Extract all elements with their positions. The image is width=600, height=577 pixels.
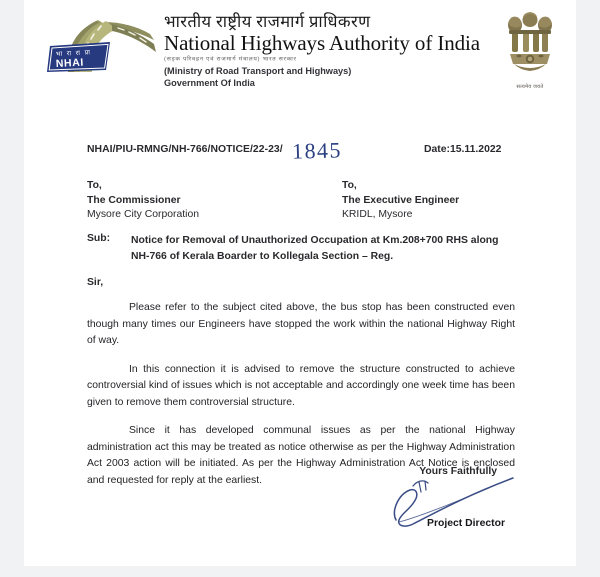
addressee-right-organisation: KRIDL, Mysore [342, 209, 413, 220]
nhai-logo [46, 16, 158, 78]
addressee-right-designation: The Executive Engineer [342, 194, 460, 206]
letterhead [24, 0, 576, 110]
svg-text:NHAI: NHAI [55, 56, 85, 70]
addressee-right [342, 179, 459, 223]
salutation: Sir, [87, 277, 104, 288]
reference-number: NHAI/PIU-RMNG/NH-766/NOTICE/22-23/ [87, 144, 283, 155]
subject-text: Notice for Removal of Unauthorized Occupation at Km.208+700 RHS along NH-766 of Kerala Boarder to Kollegala Section – Reg. [131, 235, 499, 262]
letterhead-titles [164, 12, 494, 89]
signature-block [87, 466, 515, 536]
addressee-right-to: To, [342, 180, 357, 191]
title-english: National Highways Authority of India [164, 31, 481, 55]
svg-text:भा रा रा प्रा: भा रा रा प्रा [55, 49, 92, 58]
letter-body [87, 137, 515, 499]
emblem-motto: सत्यमेव जयते [516, 84, 544, 90]
addressee-left [87, 179, 199, 223]
handwritten-reference-number: 1845 [291, 137, 343, 164]
letter-date: Date:15.11.2022 [424, 144, 502, 155]
subject-label: Sub: [87, 233, 111, 244]
signature-designation: Project Director [427, 518, 505, 529]
nhai-signboard [47, 42, 110, 72]
government-line: Government Of India [164, 78, 255, 88]
body-paragraph-1: Please refer to the subject cited above, the bus stop has been constructed even though many times our Engineers have stopped the work within the national Highway Right of way. [87, 302, 515, 346]
body-paragraph-3: Since it has developed communal issues as per the national Highway administration act this may be treated as notice otherwise as per the Highway Administration Act 2003 action will be initiated. As per the Highway Administration Act Notice is enclosed and requested for reply at the earliest. [87, 425, 515, 486]
addressee-block [87, 179, 515, 227]
addressee-left-designation: The Commissioner [87, 194, 181, 206]
subject-block [87, 233, 515, 264]
signature-closing: Yours Faithfully [419, 466, 497, 477]
ministry-line-english: (Ministry of Road Transport and Highways) [164, 66, 352, 76]
addressee-left-organisation: Mysore City Corporation [87, 209, 200, 220]
ashoka-emblem-icon [494, 10, 566, 96]
reference-row [87, 137, 515, 166]
title-hindi: भारतीय राष्ट्रीय राजमार्ग प्राधिकरण [164, 12, 371, 31]
document-page [24, 0, 576, 566]
addressee-left-to: To, [87, 180, 102, 191]
ministry-line-hindi: (सड़क परिवहन एवं राजमार्ग मंत्रालय) भारत सरकार [164, 56, 297, 63]
body-paragraph-2: In this connection it is advised to remove the structure constructed to achieve controversial kind of issues which is not acceptable and accordingly one week time has been given to remove them controversial structure. [87, 363, 515, 408]
